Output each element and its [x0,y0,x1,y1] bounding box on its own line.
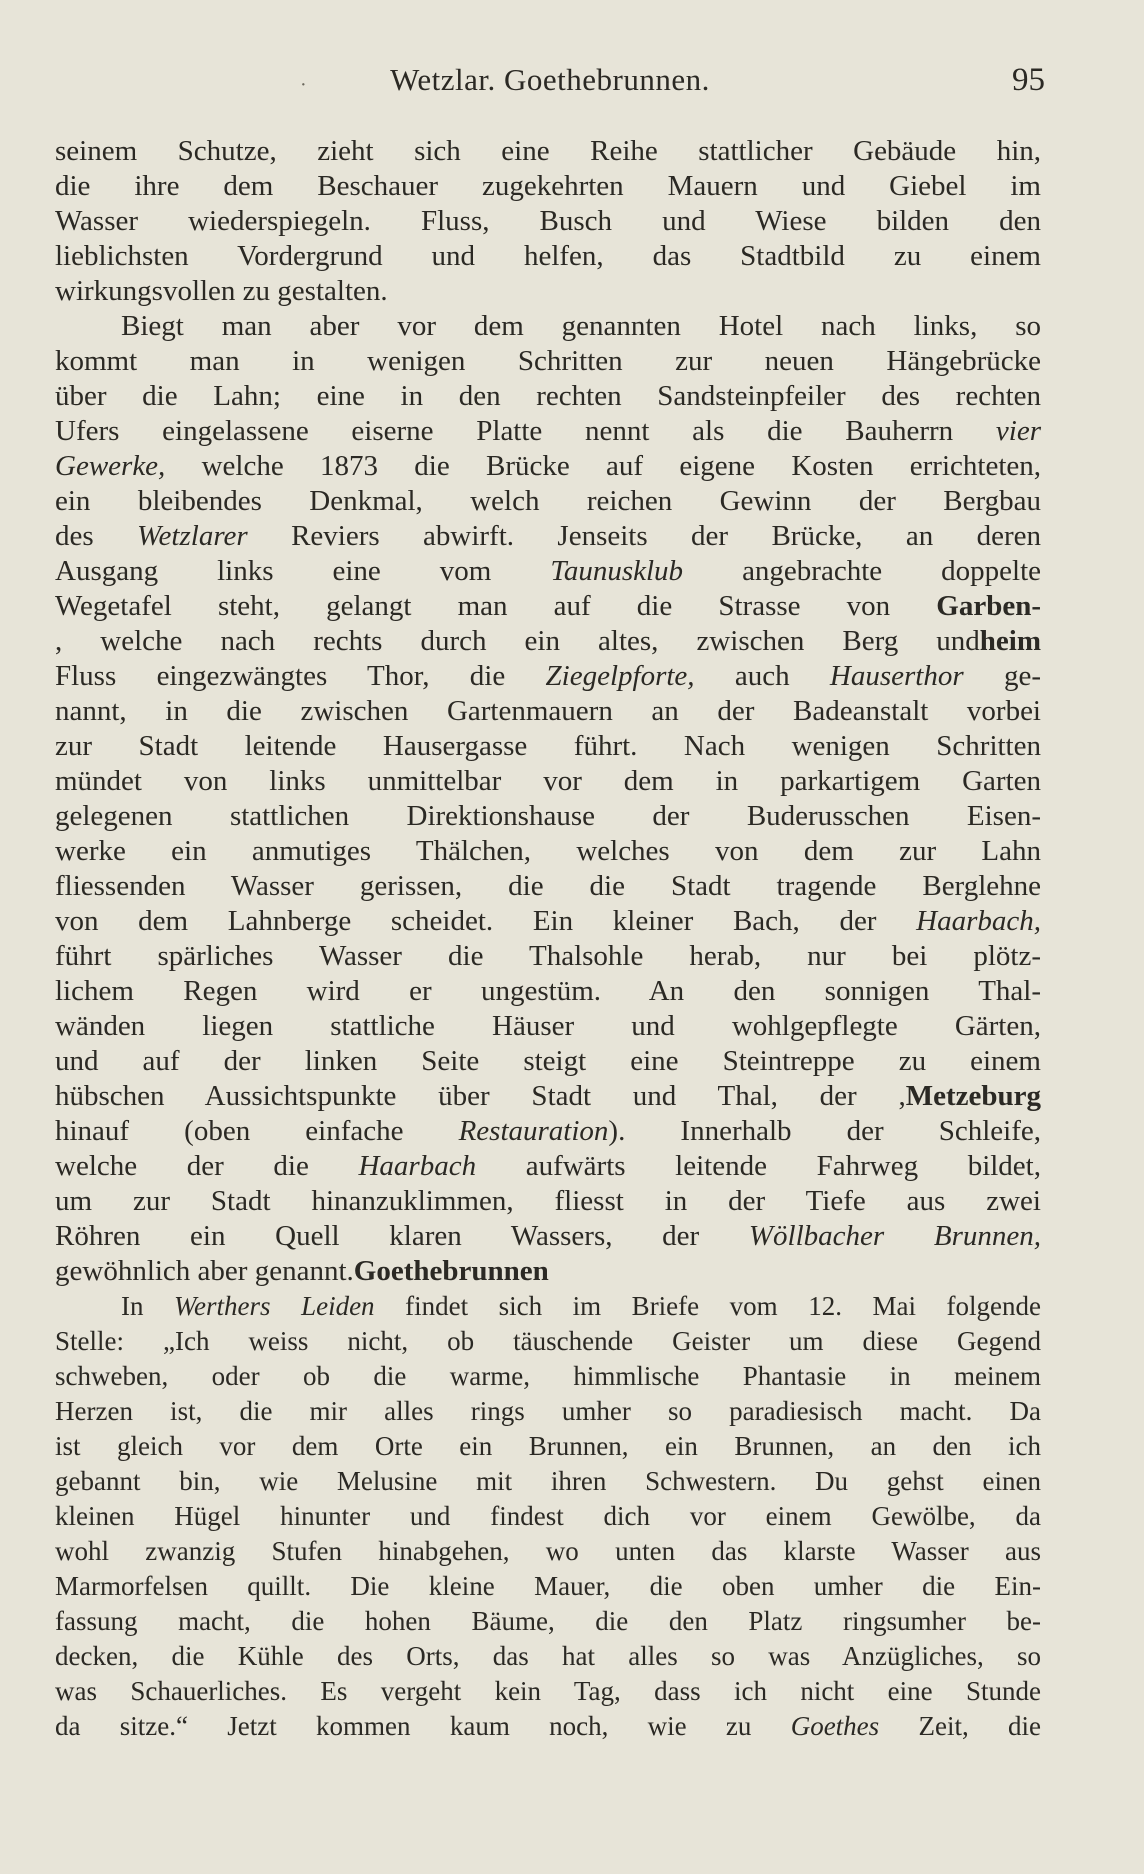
text-line [55,834,1041,869]
text-line [55,939,1041,974]
text-line [55,1044,1041,1079]
italic-span: Hauserthor [829,660,964,692]
text-span: nannt, in die zwischen Gartenmauern an der Badeanstalt vorbei [55,695,1041,727]
text-span: zur Stadt leitende Hausergasse führt. Nach wenigen Schritten [55,730,1041,762]
text-span: mündet von links unmittelbar vor dem in parkartigem Garten [55,765,1041,797]
text-span: um zur Stadt hinanzuklimmen, fliesst in der Tiefe aus zwei [55,1185,1041,1217]
text-span: Ausgang links eine vom [55,555,551,587]
italic-span: Haarbach [358,1150,477,1182]
text-span: findet sich im Briefe vom 12. Mai folgende [374,1291,1041,1321]
text-span: Biegt man aber vor dem genannten Hotel nach links, so [121,310,1041,342]
quote-line [55,1464,1041,1499]
text-span: auch [694,660,830,692]
text-span: , [898,1080,906,1112]
text-span: führt spärliches Wasser die Thalsohle herab, nur bei plötz- [55,940,1041,972]
text-span: hinauf (oben einfache [55,1115,459,1147]
page-number: 95 [1012,62,1045,98]
text-span: angebrachte doppelte [683,555,1041,587]
text-span: ist gleich vor dem Orte ein Brunnen, ein Brunnen, an den ich [55,1431,1041,1461]
text-line [55,554,1041,589]
italic-span: Ziegelpforte, [545,660,695,692]
paragraph-werther-quote [55,1289,1041,1744]
text-line [55,484,1041,519]
text-span: da sitze.“ Jetzt kommen kaum noch, wie zu [55,1711,791,1741]
quote-line [55,1499,1041,1534]
text-line [55,1254,1041,1289]
text-span: fassung macht, die hohen Bäume, die den Platz ringsumher be- [55,1606,1041,1636]
text-span: ge- [963,660,1041,692]
text-span: schweben, oder ob die warme, himmlische Phantasie in meinem [55,1361,1041,1391]
bold-span: heim [979,625,1041,657]
text-line [55,1079,1041,1114]
header-dot: · [300,74,307,96]
text-span: und auf der linken Seite steigt eine Steintreppe zu einem [55,1045,1041,1077]
text-span: Fluss eingezwängtes Thor, die [55,660,546,692]
text-span: gelegenen stattlichen Direktionshause der Buderusschen Eisen- [55,800,1041,832]
text-span: welche 1873 die Brücke auf eigene Kosten errichteten, [165,450,1041,482]
quote-line [55,1324,1041,1359]
text-span: die ihre dem Beschauer zugekehrten Mauern und Giebel im [55,170,1041,202]
bold-span: Metzeburg [905,1080,1041,1112]
text-span: In [121,1291,175,1321]
text-span: Ufers eingelassene eiserne Platte nennt als die Bauherrn [55,415,996,447]
text-line [55,274,1041,309]
text-line [55,449,1041,484]
text-span: Zeit, die [879,1711,1041,1741]
text-line [55,904,1041,939]
text-span: kleinen Hügel hinunter und findest dich vor einem Gewölbe, da [55,1501,1041,1531]
paragraph-2 [55,309,1041,1289]
text-span: hübschen Aussichtspunkte über Stadt und Thal, der [55,1080,899,1112]
text-line [55,729,1041,764]
text-span: gebannt bin, wie Melusine mit ihren Schwestern. Du gehst einen [55,1466,1041,1496]
text-span: Wegetafel steht, gelangt man auf die Strasse von [55,590,937,622]
quote-line [55,1289,1041,1324]
text-span: Stelle: „Ich weiss nicht, ob täuschende Geister um diese Gegend [55,1326,1041,1356]
text-line [55,1219,1041,1254]
text-line [55,1114,1041,1149]
italic-span: Werthers Leiden [174,1291,375,1321]
text-span: ein bleibendes Denkmal, welch reichen Gewinn der Bergbau [55,485,1041,517]
text-line [55,1149,1041,1184]
bold-span: Garben- [936,590,1041,622]
italic-span: Restauration [458,1115,609,1147]
quote-line [55,1534,1041,1569]
text-span: Reviers abwirft. Jenseits der Brücke, an deren [247,520,1041,552]
quote-line [55,1674,1041,1709]
quote-line [55,1709,1041,1744]
italic-span: Goethes [790,1711,880,1741]
text-line [55,519,1041,554]
text-span: aufwärts leitende Fahrweg bildet, [476,1150,1041,1182]
text-line [55,1009,1041,1044]
quote-line [55,1569,1041,1604]
text-span: lichem Regen wird er ungestüm. An den sonnigen Thal- [55,975,1041,1007]
text-line [55,414,1041,449]
text-line [55,309,1041,344]
text-span: genannt. [254,1255,354,1287]
text-line [55,239,1041,274]
quote-line [55,1429,1041,1464]
text-line [55,134,1041,169]
text-span: ). Innerhalb der Schleife, [608,1115,1041,1147]
text-line [55,589,1041,624]
quote-line [55,1394,1041,1429]
paragraph-1 [55,134,1041,309]
text-span: über die Lahn; eine in den rechten Sandsteinpfeiler des rechten [55,380,1041,412]
text-line [55,659,1041,694]
text-span: fliessenden Wasser gerissen, die die Stadt tragende Berglehne [55,870,1041,902]
text-span: werke ein anmutiges Thälchen, welches von dem zur Lahn [55,835,1041,867]
text-line [55,1184,1041,1219]
quote-line [55,1604,1041,1639]
text-span: wirkungsvollen zu gestalten. [55,275,388,307]
running-title: Wetzlar. Goethebrunnen. [390,62,710,97]
bold-span: Goethebrunnen [353,1255,549,1287]
italic-span: vier [995,415,1041,447]
italic-span: Wöllbacher Brunnen, [748,1220,1042,1252]
italic-span: Haarbach, [916,905,1041,937]
italic-span: Gewerke, [55,450,166,482]
text-span: lieblichsten Vordergrund und helfen, das Stadtbild zu einem [55,240,1041,272]
text-line [55,974,1041,1009]
italic-span: Taunusklub [550,555,684,587]
text-span: Herzen ist, die mir alles rings umher so paradiesisch macht. Da [55,1396,1041,1426]
text-span: des [55,520,138,552]
text-span: seinem Schutze, zieht sich eine Reihe stattlicher Gebäude hin, [55,135,1041,167]
text-span: welche der die [55,1150,359,1182]
quote-line [55,1359,1041,1394]
body-text [55,134,1041,1744]
text-span: Röhren ein Quell klaren Wassers, der [55,1220,749,1252]
italic-span: Wetzlarer [137,520,248,552]
text-span: wohl zwanzig Stufen hinabgehen, wo unten das klarste Wasser aus [55,1536,1041,1566]
text-line [55,799,1041,834]
text-line [55,869,1041,904]
page-header [55,62,1045,102]
quote-line [55,1639,1041,1674]
text-span: gewöhnlich aber [55,1255,255,1287]
text-span: Marmorfelsen quillt. Die kleine Mauer, die oben umher die Ein- [55,1571,1041,1601]
text-span: kommt man in wenigen Schritten zur neuen Hängebrücke [55,345,1041,377]
text-line [55,694,1041,729]
text-line [55,204,1041,239]
text-span: Wasser wiederspiegeln. Fluss, Busch und Wiese bilden den [55,205,1041,237]
text-line [55,624,1041,659]
text-span: decken, die Kühle des Orts, das hat alles so was Anzügliches, so [55,1641,1041,1671]
text-line [55,379,1041,414]
text-line [55,344,1041,379]
text-line [55,169,1041,204]
text-span: wänden liegen stattliche Häuser und wohlgepflegte Gärten, [55,1010,1041,1042]
text-span: was Schauerliches. Es vergeht kein Tag, dass ich nicht eine Stunde [55,1676,1041,1706]
text-line [55,764,1041,799]
text-span: von dem Lahnberge scheidet. Ein kleiner Bach, der [55,905,917,937]
text-span: , welche nach rechts durch ein altes, zwischen Berg und [55,625,980,657]
